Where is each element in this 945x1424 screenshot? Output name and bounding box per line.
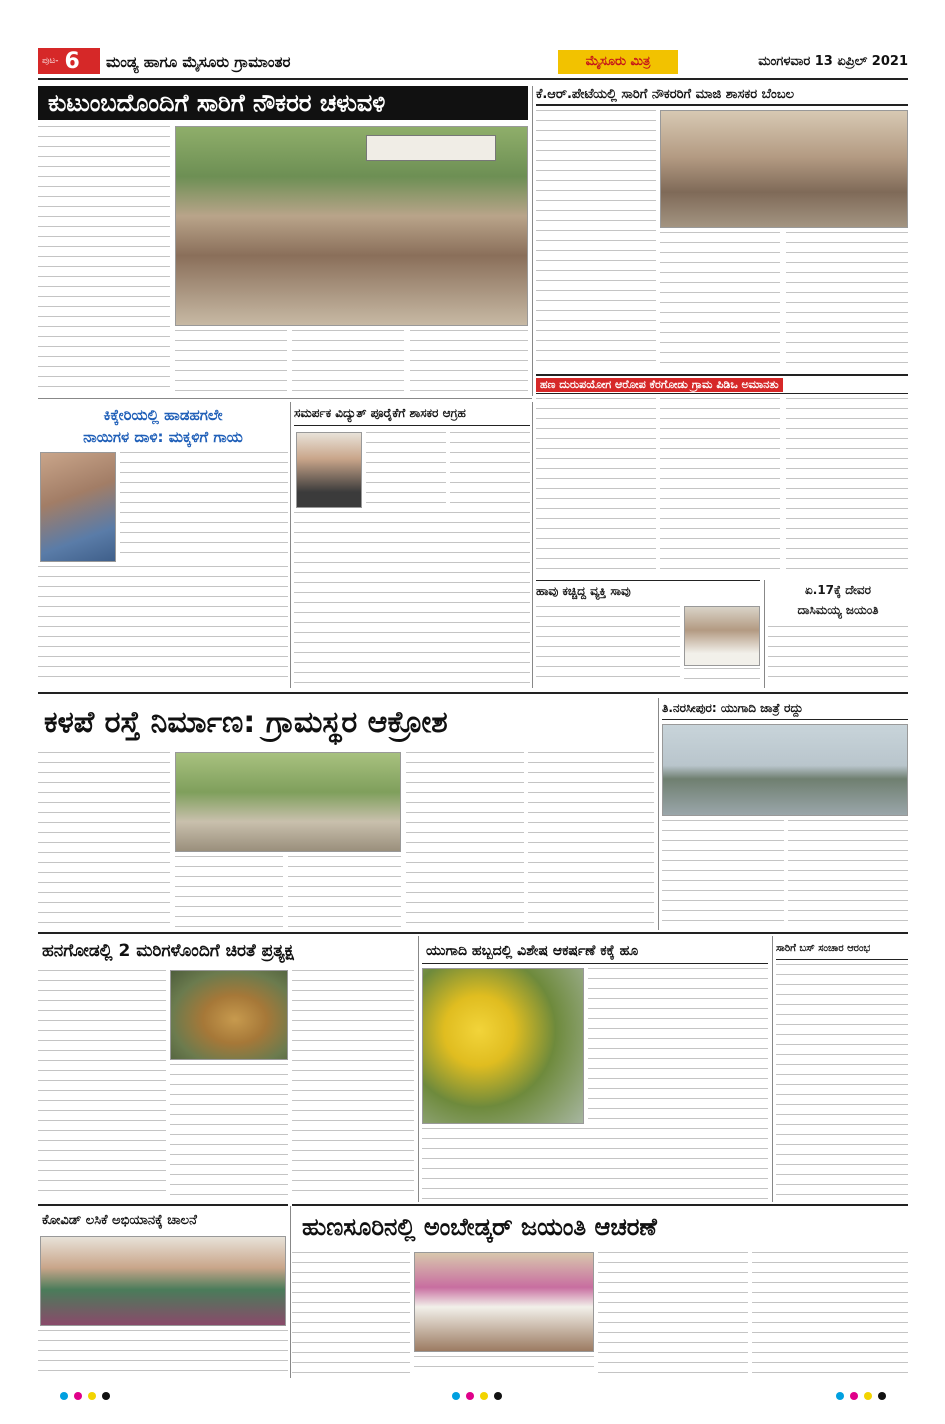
road-body-col5 bbox=[528, 752, 654, 928]
power-body-col3 bbox=[294, 512, 530, 686]
ambedkar-body-col3 bbox=[752, 1252, 908, 1376]
protest-banner bbox=[366, 135, 496, 161]
column-divider bbox=[290, 402, 291, 688]
dogs-headline: ಕಿಕ್ಕೇರಿಯಲ್ಲಿ ಹಾಡಹಗಲೇ ನಾಯಿಗಳ ದಾಳಿ: ಮಕ್ಕಳಿಗೆ ಗಾಯ bbox=[83, 406, 243, 446]
river-photo bbox=[662, 724, 908, 816]
section-divider bbox=[38, 1204, 288, 1206]
pdo-body-col2 bbox=[660, 398, 780, 576]
dogs-body-col1 bbox=[120, 452, 288, 562]
page-number-badge bbox=[38, 48, 100, 74]
column-divider bbox=[658, 698, 659, 930]
vaccination-photo bbox=[40, 1236, 286, 1326]
pdo-body-col3 bbox=[786, 398, 908, 576]
registration-marks-bottom-left bbox=[60, 1392, 120, 1400]
main-strike-body-col2 bbox=[175, 330, 287, 394]
ugadi-flower-body-col2 bbox=[422, 1128, 768, 1200]
snake-body-col1 bbox=[536, 606, 680, 686]
main-strike-photo bbox=[175, 126, 528, 326]
power-body-col1 bbox=[366, 432, 446, 508]
ambedkar-event-photo bbox=[414, 1252, 594, 1352]
ambedkar-body-col1 bbox=[292, 1252, 410, 1376]
power-headline: ಸಮರ್ಪಕ ವಿದ್ಯುತ್ ಪೂರೈಕೆಗೆ ಶಾಸಕರ ಆಗ್ರಹ bbox=[294, 402, 530, 426]
snake-headline: ಹಾವು ಕಚ್ಚಿದ್ದ ವ್ಯಕ್ತಿ ಸಾವು bbox=[536, 580, 760, 602]
section-divider bbox=[38, 398, 532, 399]
pdo-label: ಹಣ ದುರುಪಯೋಗ ಆರೋಪ ಕೆರಗೋಡು ಗ್ರಾಮ ಪಿಡಿಒ ಅಮಾನತು bbox=[536, 378, 783, 392]
road-body-col2 bbox=[175, 856, 283, 928]
masthead bbox=[38, 46, 908, 76]
bus-body bbox=[776, 964, 908, 1200]
column-divider bbox=[532, 402, 533, 688]
kr-pete-headline: ಕೆ.ಆರ್.ಪೇಟೆಯಲ್ಲಿ ಸಾರಿಗೆ ನೌಕರರಿಗೆ ಮಾಜಿ ಶಾಸಕರ ಬೆಂಬಲ bbox=[536, 84, 908, 106]
power-body-col2 bbox=[450, 432, 530, 508]
bus-headline: ಸಾರಿಗೆ ಬಸ್ ಸಂಚಾರ ಆರಂಭ bbox=[776, 938, 908, 960]
column-divider bbox=[290, 1206, 291, 1378]
main-strike-headline: ಕುಟುಂಬದೊಂದಿಗೆ ಸಾರಿಗೆ ನೌಕರರ ಚಳುವಳಿ bbox=[38, 86, 528, 120]
mla-portrait bbox=[296, 432, 362, 508]
deceased-portrait bbox=[684, 606, 760, 666]
covid-body bbox=[38, 1330, 288, 1376]
masthead-divider bbox=[38, 78, 908, 80]
ugadi-flower-body-col1 bbox=[588, 968, 768, 1124]
road-body-col1 bbox=[38, 752, 170, 928]
registration-marks-bottom-center bbox=[452, 1392, 512, 1400]
road-headline: ಕಳಪೆ ರಸ್ತೆ ನಿರ್ಮಾಣ: ಗ್ರಾಮಸ್ಥರ ಆಕ್ರೋಶ bbox=[44, 704, 448, 740]
column-divider bbox=[772, 936, 773, 1202]
column-divider bbox=[532, 86, 533, 396]
page-label: ಪುಟ- bbox=[42, 56, 59, 66]
ambedkar-caption bbox=[414, 1356, 594, 1376]
section-divider bbox=[38, 932, 908, 934]
page-number: 6 bbox=[64, 48, 80, 74]
leopard-body-col3 bbox=[292, 970, 414, 1200]
main-strike-body-col4 bbox=[410, 330, 528, 394]
ambedkar-headline: ಹುಣಸೂರಿನಲ್ಲಿ ಅಂಬೇಡ್ಕರ್ ಜಯಂತಿ ಆಚರಣೆ bbox=[302, 1213, 657, 1241]
kr-pete-body-col2 bbox=[660, 232, 780, 370]
snake-body-col2 bbox=[684, 668, 760, 686]
section-title: ಮಂಡ್ಯ ಹಾಗೂ ಮೈಸೂರು ಗ್ರಾಮಾಂತರ bbox=[106, 53, 291, 71]
leopard-body-col1 bbox=[38, 970, 166, 1200]
main-strike-body-col1 bbox=[38, 126, 170, 394]
kr-pete-photo bbox=[660, 110, 908, 228]
road-protest-photo bbox=[175, 752, 401, 852]
ambedkar-body-col2 bbox=[598, 1252, 748, 1376]
jayanthi-headline: ಏ.17ಕ್ಕೆ ದೇವರ ದಾಸಿಮಯ್ಯ ಜಯಂತಿ bbox=[797, 583, 879, 617]
jayanthi-body bbox=[768, 626, 908, 686]
kr-pete-body-col3 bbox=[786, 232, 908, 370]
registration-marks-bottom-right bbox=[836, 1392, 896, 1400]
main-strike-body-col3 bbox=[292, 330, 404, 394]
column-divider bbox=[764, 580, 765, 688]
issue-date: ಮಂಗಳವಾರ 13 ಏಪ್ರಿಲ್ 2021 bbox=[758, 54, 908, 69]
leopard-headline: ಹನಗೋಡಲ್ಲಿ 2 ಮರಿಗಳೊಂದಿಗೆ ಚಿರತೆ ಪ್ರತ್ಯಕ್ಷ bbox=[42, 941, 294, 961]
dogs-body-col2 bbox=[38, 566, 288, 686]
narasipura-body-col2 bbox=[788, 820, 908, 928]
paper-name: ಮೈಸೂರು ಮಿತ್ರ bbox=[558, 50, 678, 74]
leopard-photo bbox=[170, 970, 288, 1060]
column-divider bbox=[418, 936, 419, 1202]
ugadi-flower-headline: ಯುಗಾದಿ ಹಬ್ಬದಲ್ಲಿ ವಿಶೇಷ ಆಕರ್ಷಣೆ ಕಕ್ಕೆ ಹೂ bbox=[422, 938, 768, 964]
injured-child-photo bbox=[40, 452, 116, 562]
narasipura-headline: ತಿ.ನರಸೀಪುರ: ಯುಗಾದಿ ಜಾತ್ರೆ ರದ್ದು bbox=[662, 698, 908, 720]
pdo-headline bbox=[536, 374, 908, 394]
kakke-flower-photo bbox=[422, 968, 584, 1124]
narasipura-body-col1 bbox=[662, 820, 784, 928]
section-divider bbox=[38, 692, 908, 694]
road-body-col4 bbox=[406, 752, 524, 928]
kr-pete-body-col1 bbox=[536, 110, 656, 370]
covid-headline: ಕೋವಿಡ್ ಲಸಿಕೆ ಅಭಿಯಾನಕ್ಕೆ ಚಾಲನೆ bbox=[42, 1212, 197, 1228]
leopard-body-col2 bbox=[170, 1064, 288, 1200]
pdo-body-col1 bbox=[536, 398, 656, 576]
road-body-col3 bbox=[288, 856, 401, 928]
